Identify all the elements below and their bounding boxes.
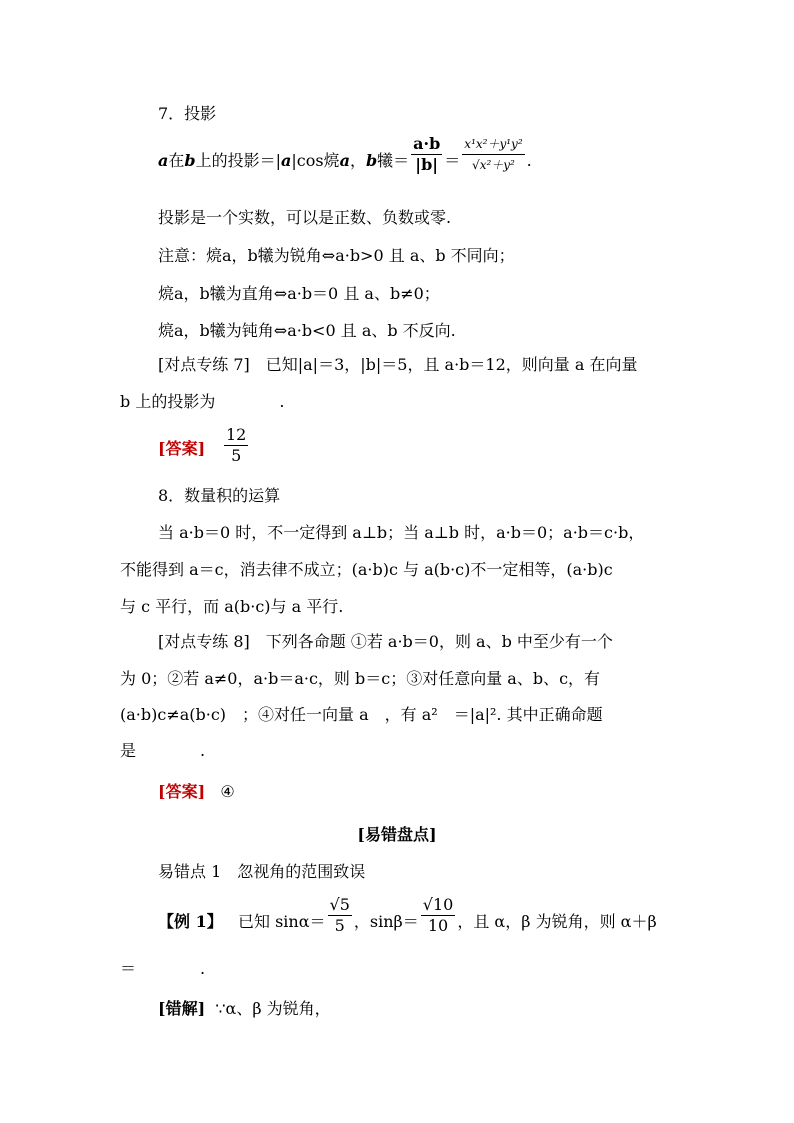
fraction-numerator: √5 bbox=[329, 895, 350, 914]
error-point-1: 易错点 1 忽视角的范围致误 bbox=[158, 862, 366, 881]
fraction-denominator: 10 bbox=[427, 916, 449, 935]
fraction-numerator: a·b bbox=[413, 134, 441, 153]
vec-b: b bbox=[365, 151, 378, 170]
formula-text: 犧＝ bbox=[377, 151, 410, 170]
formula-text: 在 bbox=[168, 151, 185, 170]
fraction bbox=[224, 425, 248, 466]
example-label: 【例 1】 bbox=[158, 912, 223, 931]
vec-a: a bbox=[280, 151, 292, 170]
vec-a: a bbox=[158, 151, 169, 170]
answer-7-fraction bbox=[222, 425, 250, 466]
projection-note-4: 煷a，b犧为钝角⇔a·b<0 且 a、b 不反向. bbox=[158, 321, 456, 340]
example-1-line-2: ＝ . bbox=[120, 959, 206, 978]
fraction-sqrt5-over-5 bbox=[328, 895, 352, 936]
section-7-heading: 7．投影 bbox=[158, 104, 217, 123]
fraction-denominator: 5 bbox=[231, 446, 242, 465]
example-1-line-1 bbox=[158, 895, 657, 936]
fraction-numerator: √10 bbox=[422, 895, 454, 914]
fraction-denominator: √x²＋y² bbox=[472, 158, 515, 172]
exercise-8-line-2: 为 0；②若 a≠0，a·b＝a·c，则 b＝c；③对任意向量 a、b、c，有 bbox=[120, 669, 601, 688]
answer-label: [答案] bbox=[158, 782, 206, 801]
wrong-label: [错解] bbox=[158, 999, 206, 1018]
formula-text: ， bbox=[349, 151, 366, 170]
section-8-line-3: 与 c 平行，而 a(b·c)与 a 平行. bbox=[120, 597, 344, 616]
fraction-numerator: 12 bbox=[226, 425, 247, 444]
exercise-7-line-2: b 上的投影为 . bbox=[120, 392, 285, 411]
fraction-denominator: |b| bbox=[415, 155, 439, 174]
fraction-ab-over-b bbox=[411, 134, 442, 175]
period: . bbox=[526, 151, 532, 170]
error-review-heading: [易错盘点] bbox=[357, 825, 437, 844]
section-8-heading: 8．数量积的运算 bbox=[158, 486, 281, 505]
example-text: ，sinβ＝ bbox=[353, 912, 419, 931]
exercise-8-line-4: 是 . bbox=[120, 741, 206, 760]
fraction-denominator: 5 bbox=[334, 916, 345, 935]
projection-formula bbox=[158, 134, 532, 175]
section-8-line-1: 当 a·b＝0 时，不一定得到 a⊥b；当 a⊥b 时，a·b＝0；a·b＝c·b， bbox=[158, 523, 645, 542]
equals-sign: ＝ bbox=[444, 151, 461, 170]
section-8-line-2: 不能得到 a＝c，消去律不成立；(a·b)c 与 a(b·c)不一定相等，(a·b)c bbox=[120, 560, 613, 579]
example-text: 已知 sinα＝ bbox=[237, 912, 326, 931]
answer-value: ④ bbox=[220, 782, 235, 801]
formula-text: |cos煷 bbox=[291, 151, 340, 170]
fraction-sqrt10-over-10 bbox=[421, 895, 456, 936]
fraction-numerator: x¹x²＋y¹y² bbox=[462, 134, 524, 155]
answer-8 bbox=[158, 781, 235, 803]
formula-text: 上的投影＝| bbox=[195, 151, 281, 170]
wrong-text: ∵α、β 为锐角， bbox=[215, 999, 331, 1018]
projection-note-2: 注意：煷a，b犧为锐角⇔a·b>0 且 a、b 不同向； bbox=[158, 246, 515, 265]
exercise-8-line-1: [对点专练 8] 下列各命题 ①若 a·b＝0，则 a、b 中至少有一个 bbox=[158, 632, 613, 651]
vec-a: a bbox=[339, 151, 350, 170]
exercise-7-line-1: [对点专练 7] 已知|a|＝3，|b|＝5，且 a·b＝12，则向量 a 在向量 bbox=[158, 355, 638, 374]
wrong-solution bbox=[158, 998, 331, 1020]
projection-note-1: 投影是一个实数，可以是正数、负数或零. bbox=[158, 208, 452, 227]
vec-b: b bbox=[184, 151, 196, 170]
example-text: ，且 α，β 为锐角，则 α＋β bbox=[457, 912, 657, 931]
projection-note-3: 煷a，b犧为直角⇔a·b＝0 且 a、b≠0； bbox=[158, 284, 440, 303]
answer-7-label: [答案] bbox=[158, 439, 206, 458]
fraction-coordinate-form bbox=[462, 134, 524, 175]
exercise-8-line-3: (a·b)c≠a(b·c) ；④对任一向量 a ，有 a² ＝|a|². 其中正确命题 bbox=[120, 705, 603, 724]
